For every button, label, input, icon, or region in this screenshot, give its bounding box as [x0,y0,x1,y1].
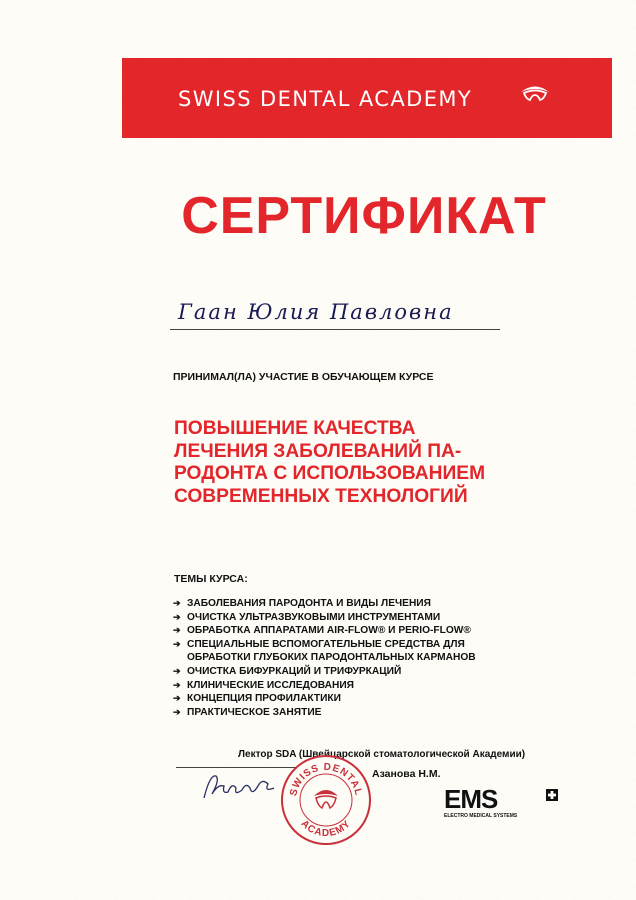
arrow-icon: ➔ [173,625,181,636]
topic-item [173,597,476,611]
course-title-line: РОДОНТА С ИСПОЛЬЗОВАНИЕМ [174,463,486,484]
topic-text: КОНЦЕПЦИЯ ПРОФИЛАКТИКИ [187,693,341,705]
topic-item [173,611,476,625]
arrow-icon: ➔ [173,693,181,704]
course-title-line: СОВРЕМЕННЫХ ТЕХНОЛОГИЙ [174,485,468,507]
topic-text: ОБРАБОТКА АППАРАТАМИ AIR-FLOW® И PERIO-FLOW® [187,625,471,637]
academy-banner [122,58,612,138]
topic-text: ЗАБОЛЕВАНИЯ ПАРОДОНТА И ВИДЫ ЛЕЧЕНИЯ [187,598,431,609]
ems-brand-text: EMS [444,786,498,814]
topic-text: ОЧИСТКА БИФУРКАЦИЙ И ТРИФУРКАЦИЙ [187,665,402,677]
course-title-line: ПОВЫШЕНИЕ КАЧЕСТВА [174,418,416,439]
topic-text-continued: ОБРАБОТКИ ГЛУБОКИХ ПАРОДОНТАЛЬНЫХ КАРМАНОВ [187,652,476,664]
name-underline [170,329,500,330]
topic-item [173,692,476,706]
stamp-top-text: SWISS DENTAL [288,761,364,798]
arrow-icon: ➔ [173,638,181,649]
topic-text: ОЧИСТКА УЛЬТРАЗВУКОВЫМИ ИНСТРУМЕНТАМИ [187,611,441,623]
course-title-line: ЛЕЧЕНИЯ ЗАБОЛЕВАНИЙ ПА- [174,440,462,462]
arrow-icon: ➔ [173,598,181,608]
stamp-bottom-text: ACADEMY [298,818,354,840]
topic-item [173,624,476,638]
lecturer-caption: Лектор SDA (Швейцарской стоматологической Академии) [238,749,526,760]
ems-tagline: ELECTRO MEDICAL SYSTEMS [444,813,518,819]
topic-item [173,679,476,693]
ems-logo [442,786,562,820]
topics-label: ТЕМЫ КУРСА: [174,573,248,585]
handwritten-signature [200,770,280,804]
certificate-title: СЕРТИФИКАТ [181,187,547,245]
arrow-icon: ➔ [173,665,181,676]
academy-stamp [278,752,374,848]
topic-text: ПРАКТИЧЕСКОЕ ЗАНЯТИЕ [187,706,322,718]
arrow-icon: ➔ [173,706,181,717]
course-title [174,418,574,508]
topic-text: СПЕЦИАЛЬНЫЕ ВСПОМОГАТЕЛЬНЫЕ СРЕДСТВА ДЛЯ [187,638,465,650]
recipient-name: Гаан Юлия Павловна [178,300,454,324]
tooth-logo-icon [518,80,552,106]
topics-list [173,597,476,719]
arrow-icon: ➔ [173,679,181,690]
academy-name: SWISS DENTAL ACADEMY [178,87,473,111]
lecturer-name: Азанова Н.М. [372,768,441,780]
arrow-icon: ➔ [173,611,181,622]
participation-statement: ПРИНИМАЛ(ЛА) УЧАСТИЕ В ОБУЧАЮЩЕМ КУРСЕ [173,371,434,383]
topic-item [173,706,476,720]
topic-item [173,638,476,665]
topic-item [173,665,476,679]
topic-text: КЛИНИЧЕСКИЕ ИССЛЕДОВАНИЯ [187,679,354,691]
stamp-tooth-icon [314,790,338,796]
